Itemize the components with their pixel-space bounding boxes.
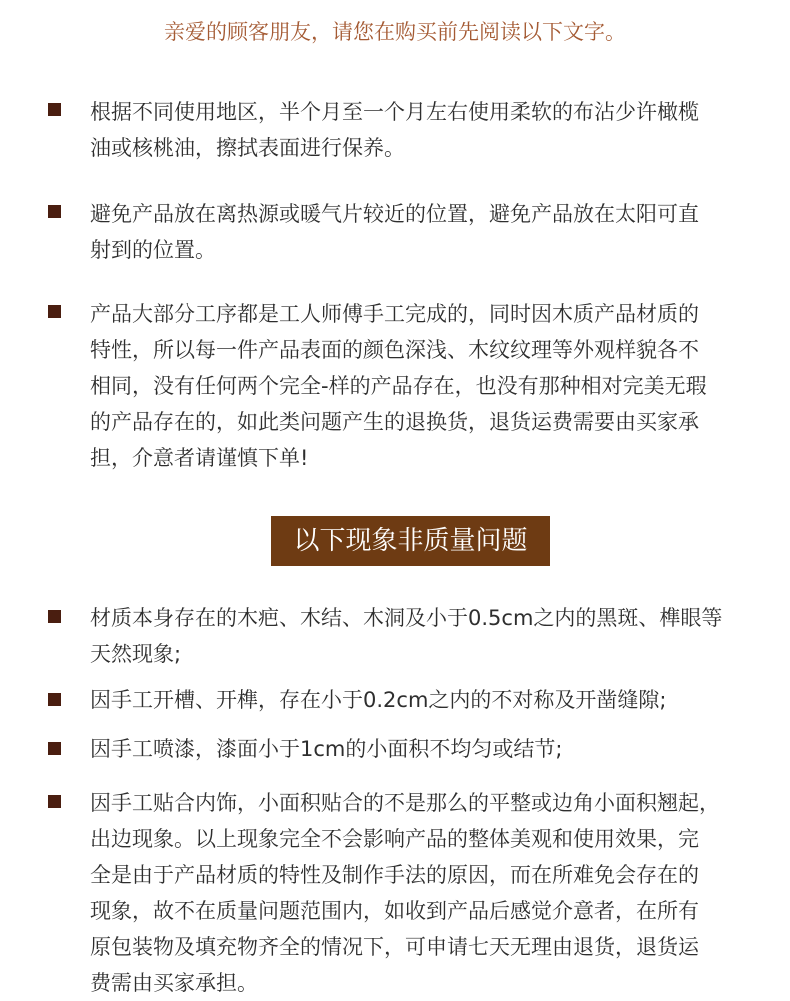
care-item-text: 避免产品放在离热源或暖气片较近的位置，避免产品放在太阳可直 射到的位置。 — [90, 202, 699, 262]
quality-item-text: 因手工喷漆，漆面小于1cm的小面积不均匀或结节; — [90, 737, 563, 761]
square-bullet-icon — [48, 795, 61, 808]
notice-header: 亲爱的顾客朋友，请您在购买前先阅读以下文字。 — [164, 20, 626, 44]
care-item-text: 产品大部分工序都是工人师傅手工完成的，同时因木质产品材质的 特性，所以每一件产品表面的颜色深浅、木纹纹理等外观样貌各不 相同，没有任何两个完全-样的产品存在，也没有那种相对完美无瑕 的产品存在的，如此类问题产生的退换货，退货运费需要由买家承 担，介意者请谨慎下单! — [90, 302, 707, 470]
square-bullet-icon — [48, 610, 61, 623]
square-bullet-icon — [48, 103, 61, 116]
quality-item-text: 材质本身存在的木疤、木结、木洞及小于0.5cm之内的黑斑、榫眼等 天然现象; — [90, 606, 723, 666]
quality-item-text: 因手工贴合内饰，小面积贴合的不是那么的平整或边角小面积翘起， 出边现象。以上现象完全不会影响产品的整体美观和使用效果，完 全是由于产品材质的特性及制作手法的原因，而在所难免会存在的 现象，故不在质量问题范围内，如收到产品后感觉介意者，在所有 原包装物及填充物齐全的情况下，可申请七天无理由退货，退货运 费需由买家承担。 — [90, 791, 720, 995]
care-item-text: 根据不同使用地区，半个月至一个月左右使用柔软的布沾少许橄榄 油或核桃油，擦拭表面进行保养。 — [90, 100, 699, 160]
square-bullet-icon — [48, 693, 61, 706]
section-banner: 以下现象非质量问题 — [271, 516, 550, 566]
square-bullet-icon — [48, 205, 61, 218]
square-bullet-icon — [48, 742, 61, 755]
square-bullet-icon — [48, 305, 61, 318]
quality-item-text: 因手工开槽、开榫，存在小于0.2cm之内的不对称及开凿缝隙; — [90, 688, 667, 712]
